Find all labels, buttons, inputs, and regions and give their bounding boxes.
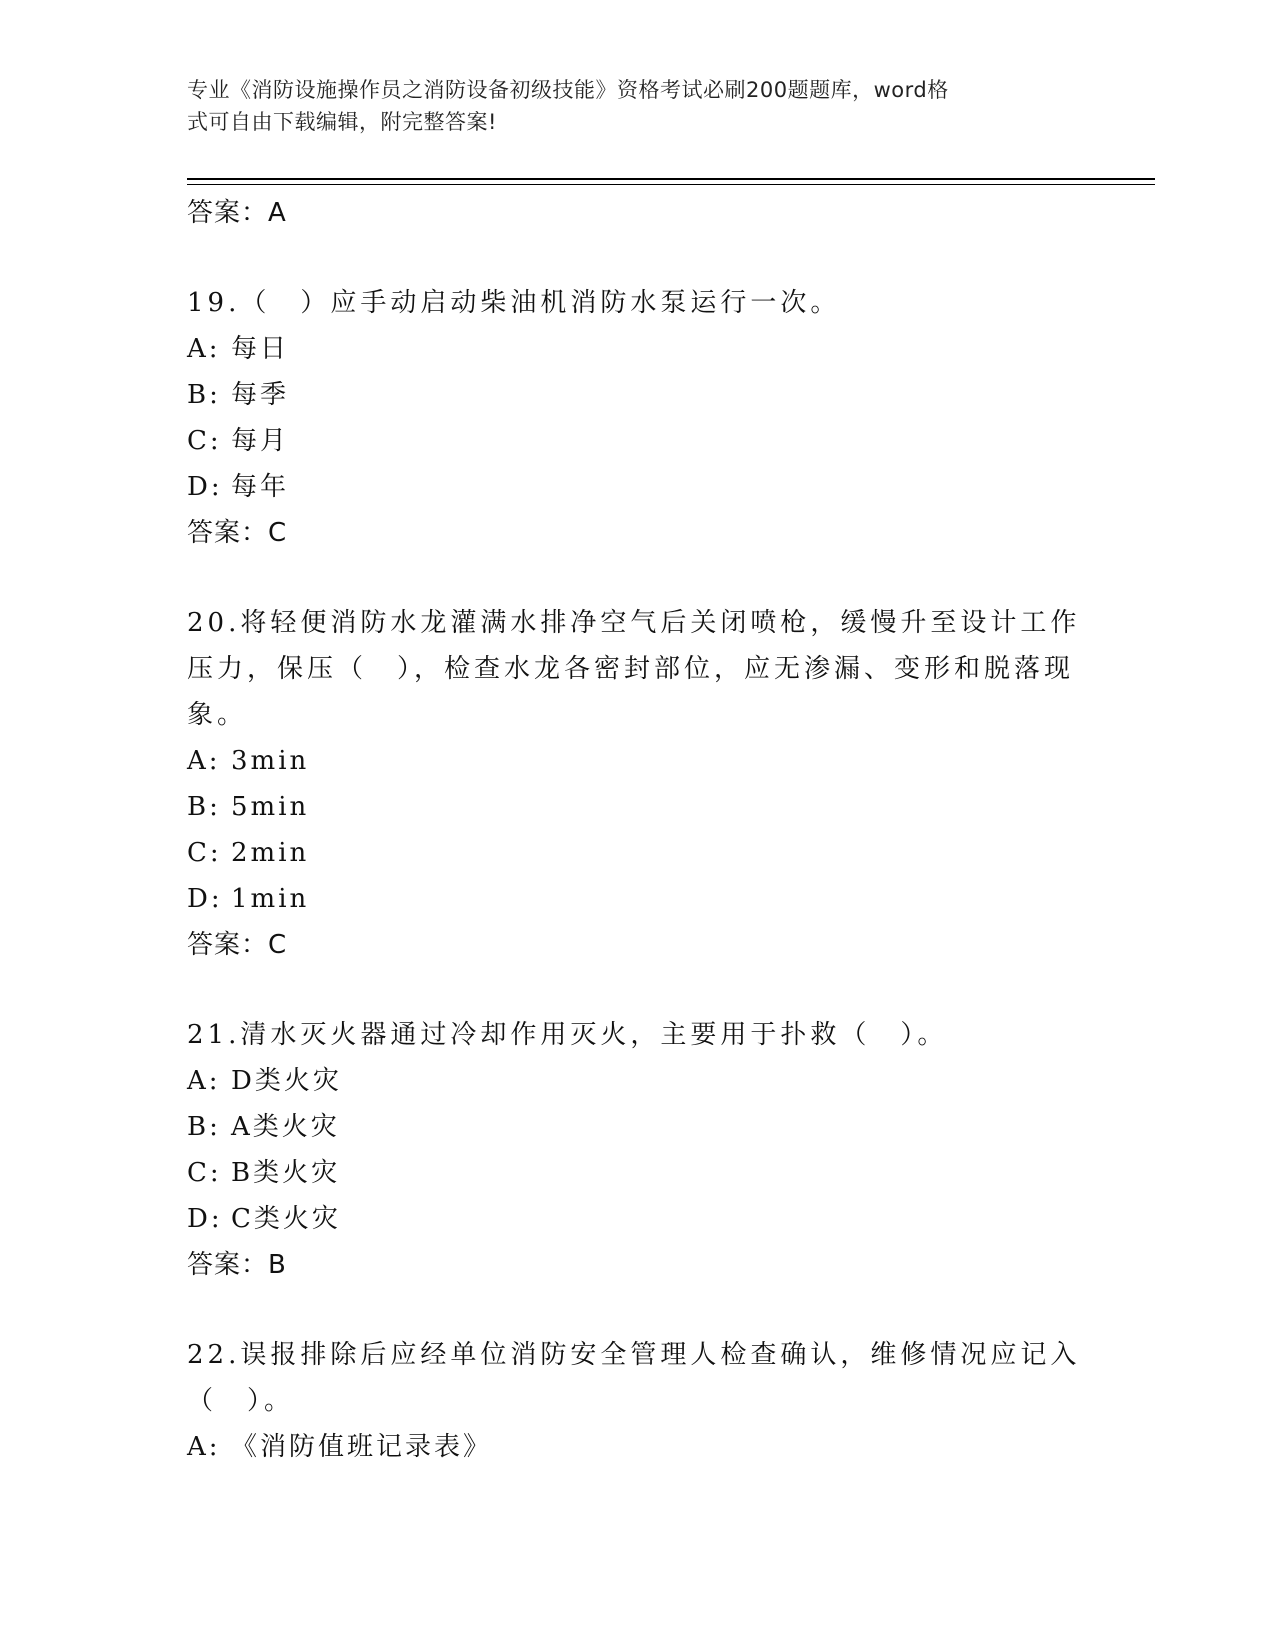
answer-line: 答案：A bbox=[187, 198, 287, 228]
option-letter: D: bbox=[187, 1204, 223, 1234]
option-text: B类火灾 bbox=[231, 1158, 341, 1188]
option-text: D类火灾 bbox=[231, 1066, 342, 1096]
answer-line: 答案：C bbox=[187, 930, 288, 960]
option-a bbox=[187, 1058, 1087, 1104]
option-b bbox=[187, 784, 1087, 830]
option-a bbox=[187, 1424, 1087, 1470]
question-stem: 22.误报排除后应经单位消防安全管理人检查确认，维修情况应记入（ ）。 bbox=[187, 1340, 1081, 1416]
option-a bbox=[187, 326, 1087, 372]
option-letter: B: bbox=[187, 1112, 221, 1142]
option-letter: C: bbox=[187, 426, 222, 456]
option-text: A类火灾 bbox=[231, 1112, 340, 1142]
answer-line: 答案：B bbox=[187, 1250, 287, 1280]
option-text: 每日 bbox=[231, 334, 290, 364]
question-stem: 19.（ ）应手动启动柴油机消防水泵运行一次。 bbox=[187, 288, 841, 318]
option-text: 每月 bbox=[231, 426, 290, 456]
header-line-1: 专业《消防设施操作员之消防设备初级技能》资格考试必刷200题题库，word格 bbox=[187, 78, 949, 102]
option-d bbox=[187, 464, 1087, 510]
option-text: 1min bbox=[231, 884, 310, 914]
header-divider-thin bbox=[187, 184, 1155, 185]
document-header bbox=[187, 74, 1067, 138]
option-letter: D: bbox=[187, 884, 223, 914]
option-text: 3min bbox=[231, 746, 310, 776]
question-list bbox=[187, 190, 1087, 1470]
option-letter: C: bbox=[187, 838, 222, 868]
option-letter: A: bbox=[187, 746, 221, 776]
question-stem: 21.清水灭火器通过冷却作用灭火，主要用于扑救（ ）。 bbox=[187, 1020, 948, 1050]
option-text: 每季 bbox=[231, 380, 290, 410]
header-line-2: 式可自由下载编辑，附完整答案! bbox=[187, 110, 497, 134]
option-c bbox=[187, 830, 1087, 876]
option-d bbox=[187, 876, 1087, 922]
option-text: 5min bbox=[231, 792, 310, 822]
option-b bbox=[187, 372, 1087, 418]
option-c bbox=[187, 1150, 1087, 1196]
option-letter: B: bbox=[187, 380, 221, 410]
question-item bbox=[187, 600, 1087, 968]
option-letter: A: bbox=[187, 1066, 221, 1096]
question-item bbox=[187, 280, 1087, 556]
header-divider-thick bbox=[187, 178, 1155, 180]
option-letter: C: bbox=[187, 1158, 222, 1188]
option-text: 《消防值班记录表》 bbox=[231, 1432, 493, 1462]
option-letter: D: bbox=[187, 472, 223, 502]
option-text: C类火灾 bbox=[231, 1204, 341, 1234]
option-text: 每年 bbox=[231, 472, 290, 502]
option-letter: A: bbox=[187, 334, 221, 364]
option-b bbox=[187, 1104, 1087, 1150]
question-stem: 20.将轻便消防水龙灌满水排净空气后关闭喷枪，缓慢升至设计工作压力，保压（ ），检查水龙各密封部位，应无渗漏、变形和脱落现象。 bbox=[187, 608, 1081, 730]
option-a bbox=[187, 738, 1087, 784]
answer-line: 答案：C bbox=[187, 518, 288, 548]
option-d bbox=[187, 1196, 1087, 1242]
option-letter: B: bbox=[187, 792, 221, 822]
option-text: 2min bbox=[231, 838, 310, 868]
option-letter: A: bbox=[187, 1432, 221, 1462]
question-item bbox=[187, 1012, 1087, 1288]
option-c bbox=[187, 418, 1087, 464]
question-item bbox=[187, 1332, 1087, 1470]
